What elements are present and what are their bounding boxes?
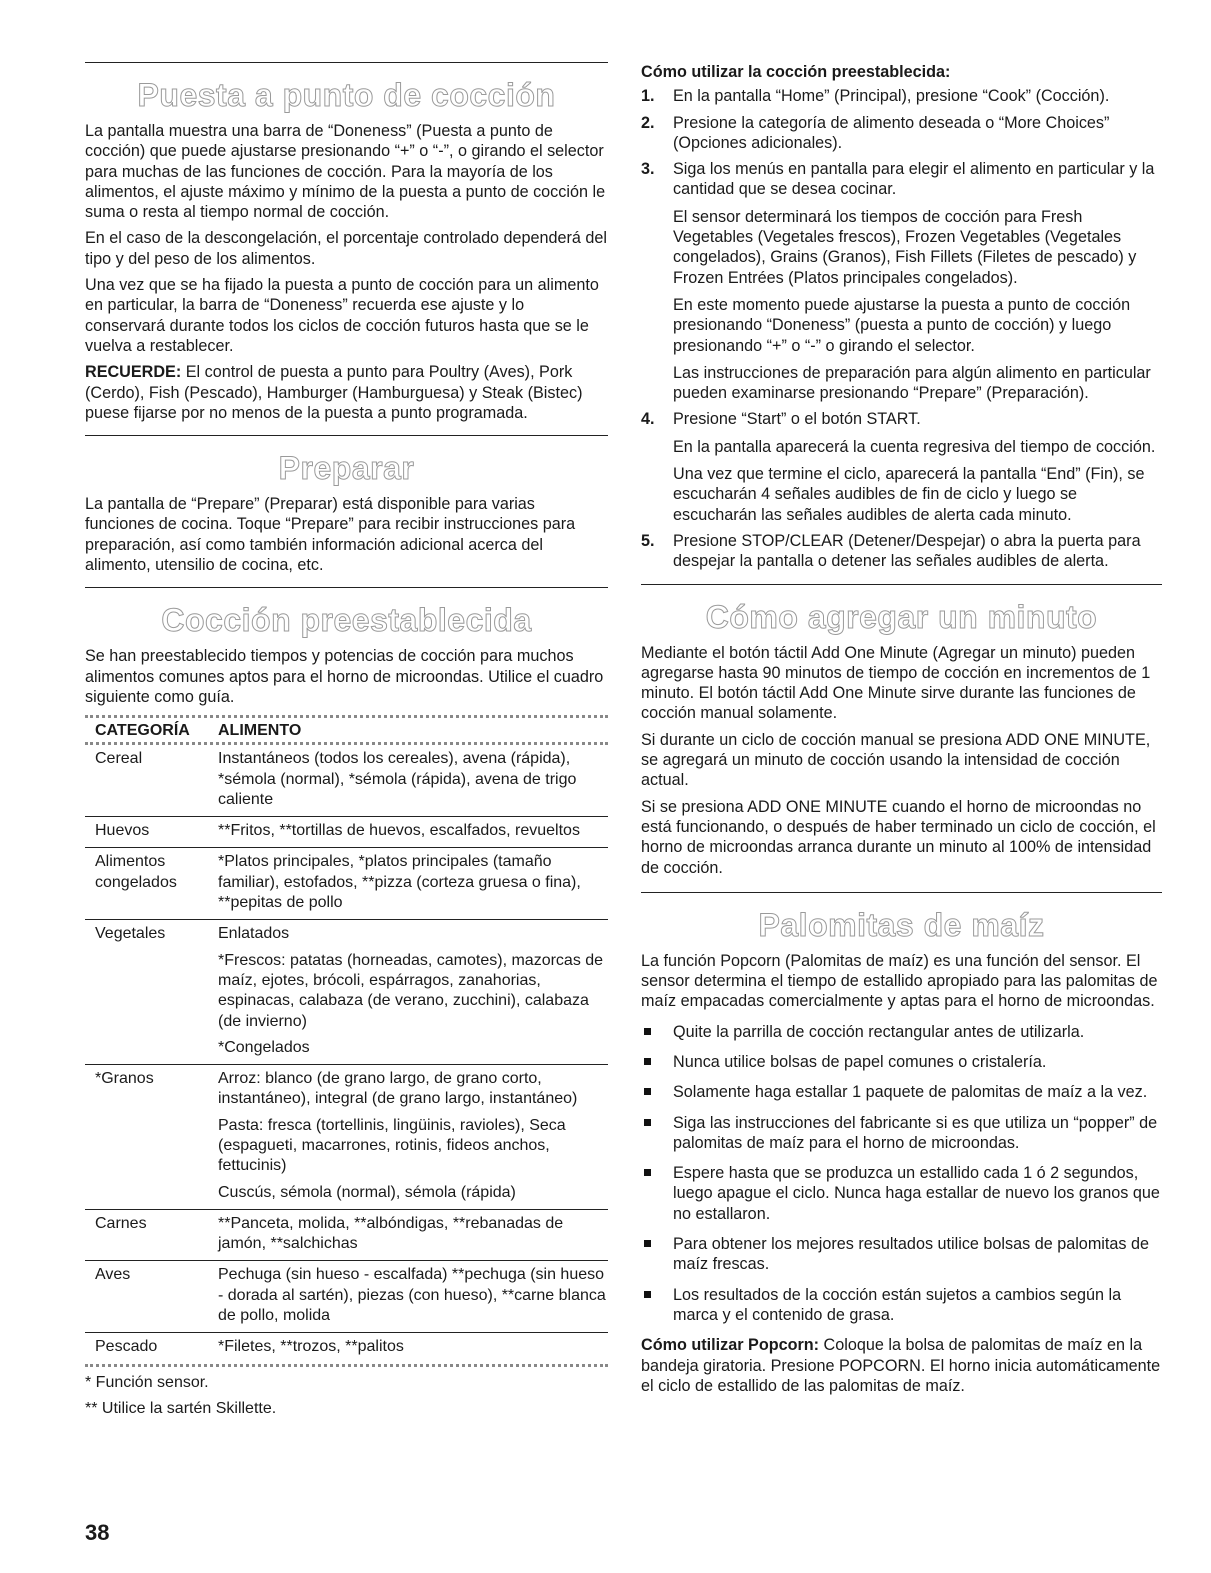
- popcorn-howto: [641, 1335, 1162, 1396]
- popcorn-bullet: [641, 1052, 1162, 1072]
- food-item: Enlatados: [218, 925, 290, 943]
- step-text: [673, 159, 1162, 403]
- section-divider: [641, 892, 1162, 893]
- doneness-paragraph-3: Una vez que se ha fijado la puesta a punto de cocción para un alimento en particular, la barra de “Doneness” recuerda ese ajuste y lo conservará durante todos los ciclos de cocción futuros hasta que se le vuelva a restablecer.: [85, 276, 599, 355]
- square-bullet-icon: [641, 1052, 673, 1072]
- section-divider: [85, 587, 608, 588]
- step-item: [641, 113, 1162, 154]
- category-cell: *Granos: [95, 1070, 154, 1088]
- doneness-paragraph-1: La pantalla muestra una barra de “Doneness” (Puesta a punto de cocción) que puede ajustarse presionando “+” o “-”, o girando el selector para muchas de las funciones de cocción. Para la mayoría de los alimentos, el ajuste máximo y mínimo de la puesta a punto de cocción le suma o resta al tiempo normal de cocción.: [85, 122, 606, 222]
- popcorn-paragraph: La función Popcorn (Palomitas de maíz) es una función del sensor. El sensor determina el tiempo de estallido apropiado para las palomitas de maíz empacadas comercialmente y aptas para el horno de microondas.: [641, 951, 1158, 1011]
- food-item: *Platos principales, *platos principales (tamaño familiar), estofados, **pizza (corteza gruesa o fina), **pepitas de pollo: [218, 853, 581, 912]
- category-cell: Cereal: [95, 750, 143, 768]
- add-minute-paragraph-2: Si durante un ciclo de cocción manual se presiona ADD ONE MINUTE, se agregará un minuto de cocción usando la intensidad de cocción actual.: [641, 730, 1151, 790]
- popcorn-bullet: [641, 1082, 1162, 1102]
- square-bullet-icon: [641, 1285, 673, 1326]
- food-cell: [218, 821, 608, 841]
- square-bullet-icon: [641, 1234, 673, 1275]
- food-item: **Panceta, molida, **albóndigas, **rebanadas de jamón, **salchichas: [218, 1214, 564, 1253]
- food-item: *Frescos: patatas (horneadas, camotes), mazorcas de maíz, ejotes, brócoli, espárragos, zanahorias, espinacas, calabaza (de verano, zucchini), calabaza (de invierno): [218, 951, 604, 1030]
- popcorn-bullet: [641, 1022, 1162, 1042]
- step-paragraph: Presione la categoría de alimento deseada o “More Choices” (Opciones adicionales).: [673, 113, 1110, 152]
- food-item: **Fritos, **tortillas de huevos, escalfados, revueltos: [218, 822, 580, 840]
- table-row: [85, 1210, 608, 1262]
- table-row: [85, 745, 608, 817]
- step-paragraph: En la pantalla aparecerá la cuenta regresiva del tiempo de cocción.: [673, 437, 1156, 456]
- bullet-text: Siga las instrucciones del fabricante si es que utiliza un “popper” de palomitas de maíz para el horno de microondas.: [673, 1113, 1158, 1152]
- doneness-reminder: [85, 362, 608, 423]
- step-item: [641, 86, 1162, 106]
- step-paragraph: Presione “Start” o el botón START.: [673, 410, 921, 429]
- reminder-label: RECUERDE:: [85, 363, 182, 382]
- table-body: [85, 745, 608, 1366]
- popcorn-howto-text: Coloque la bolsa de palomitas de maíz en la bandeja giratoria. Presione POPCORN. El horno inicia automáticamente el ciclo de estallido de las palomitas de maíz.: [641, 1336, 1161, 1395]
- food-item: Pechuga (sin hueso - escalfada) **pechuga (sin hueso - dorada al sartén), piezas (con hueso), **carne blanca de pollo, molida: [218, 1266, 606, 1325]
- step-number: 2.: [641, 113, 655, 132]
- header-food: ALIMENTO: [218, 722, 302, 740]
- food-cell: [218, 749, 608, 810]
- step-paragraph: Presione STOP/CLEAR (Detener/Despejar) o abra la puerta para despejar la pantalla o detener las señales audibles de alerta.: [673, 531, 1141, 571]
- food-cell: [218, 852, 608, 913]
- step-paragraph: Una vez que termine el ciclo, aparecerá la pantalla “End” (Fin), se escucharán 4 señales audibles de fin de ciclo y luego se escucharán las señales audibles de alerta cada minuto.: [673, 465, 1145, 524]
- add-minute-paragraph-3: Si se presiona ADD ONE MINUTE cuando el horno de microondas no está funcionando, o después de haber terminado un ciclo de cocción, el horno de microondas arranca durante un minuto al 100% de intensidad de cocción.: [641, 797, 1156, 877]
- step-number: 3.: [641, 160, 655, 179]
- footnote-skillet: ** Utilice la sartén Skillette.: [85, 1399, 277, 1417]
- food-item: Arroz: blanco (de grano largo, de grano corto, instantáneo), integral (de grano largo, instantáneo): [218, 1070, 578, 1108]
- step-number: 4.: [641, 410, 655, 429]
- step-text: [673, 86, 1162, 106]
- food-item: Cuscús, sémola (normal), sémola (rápida): [218, 1183, 516, 1201]
- bullet-text: Solamente haga estallar 1 paquete de palomitas de maíz a la vez.: [673, 1083, 1148, 1102]
- food-item: Instantáneos (todos los cereales), avena (rápida), *sémola (normal), *sémola (rápida), avena de trigo caliente: [218, 750, 577, 808]
- category-cell: Carnes: [95, 1214, 147, 1232]
- step-paragraph: Las instrucciones de preparación para algún alimento en particular pueden examinarse presionando “Prepare” (Preparación).: [673, 363, 1151, 403]
- section-divider: [85, 435, 608, 436]
- page-number: 38: [85, 1520, 110, 1545]
- category-cell: Vegetales: [95, 925, 166, 943]
- doneness-paragraph-2: En el caso de la descongelación, el porcentaje controlado dependerá del tipo y del peso de los alimentos.: [85, 229, 607, 268]
- section-title-prepare: Preparar: [278, 450, 415, 487]
- step-number: 1.: [641, 87, 655, 106]
- step-paragraph: En este momento puede ajustarse la puesta a punto de cocción presionando “Doneness” (puesta a punto de cocción) y luego presionando “+” o “-” o girando el selector.: [673, 295, 1131, 355]
- right-column: [641, 62, 1162, 1402]
- square-bullet-icon: [641, 1113, 673, 1154]
- left-column: [85, 62, 608, 1419]
- square-bullet-icon: [641, 1082, 673, 1102]
- section-title-add-minute: Cómo agregar un minuto: [705, 598, 1098, 635]
- reminder-text: El control de puesta a punto para Poultry (Aves), Pork (Cerdo), Fish (Pescado), Hamburger (Hamburguesa) y Steak (Bistec) puese fijarse por no menos de la puesta a punto programada.: [85, 363, 583, 422]
- bullet-text: Para obtener los mejores resultados utilice bolsas de palomitas de maíz frescas.: [673, 1235, 1149, 1274]
- step-text: [673, 113, 1162, 154]
- food-cell: [218, 1214, 608, 1255]
- table-header: [85, 715, 608, 745]
- popcorn-bullet: [641, 1285, 1162, 1326]
- category-cell: Alimentos congelados: [95, 853, 177, 891]
- food-cell: [218, 1069, 608, 1203]
- step-item: [641, 531, 1162, 572]
- food-item: *Congelados: [218, 1038, 310, 1056]
- food-cell: [218, 924, 608, 1058]
- section-divider: [641, 584, 1162, 585]
- category-cell: Aves: [95, 1266, 131, 1284]
- table-row: [85, 1261, 608, 1333]
- section-title-popcorn: Palomitas de maíz: [758, 906, 1045, 943]
- food-item: *Filetes, **trozos, **palitos: [218, 1338, 404, 1356]
- step-text: [673, 409, 1162, 524]
- popcorn-howto-label: Cómo utilizar Popcorn:: [641, 1336, 820, 1355]
- table-row: [85, 920, 608, 1065]
- preset-paragraph: Se han preestablecido tiempos y potencias de cocción para muchos alimentos comunes aptos para el horno de microondas. Utilice el cuadro siguiente como guía.: [85, 647, 604, 706]
- bullet-text: Espere hasta que se produzca un estallido cada 1 ó 2 segundos, luego apague el ciclo. Nunca haga estallar de nuevo los granos que no estallaron.: [673, 1164, 1160, 1223]
- section-title-preset-cooking: Cocción preestablecida: [161, 602, 532, 639]
- step-paragraph: El sensor determinará los tiempos de cocción para Fresh Vegetables (Vegetales frescos), Frozen Vegetables (Vegetales congelados), Grains (Granos), Fish Fillets (Filetes de pescado) y Frozen Entrées (Platos principales congelados).: [673, 207, 1137, 287]
- table-row: [85, 817, 608, 848]
- food-item: Pasta: fresca (tortellinis, lingüinis, ravioles), Seca (espagueti, macarrones, rotinis, fideos anchos, fettucinis): [218, 1116, 566, 1175]
- step-item: [641, 159, 1162, 403]
- table-row: [85, 1065, 608, 1210]
- step-paragraph: Siga los menús en pantalla para elegir el alimento en particular y la cantidad que se desea cocinar.: [673, 160, 1155, 199]
- table-row: [85, 848, 608, 920]
- add-minute-paragraph-1: Mediante el botón táctil Add One Minute (Agregar un minuto) pueden agregarse hasta 90 minutos de tiempo de cocción en incrementos de 1 minuto. El botón táctil Add One Minute sirve durante las funciones de cocción manual solamente.: [641, 643, 1151, 723]
- footnote-sensor: * Función sensor.: [85, 1373, 209, 1391]
- step-number: 5.: [641, 531, 655, 550]
- bullet-text: Nunca utilice bolsas de papel comunes o cristalería.: [673, 1052, 1047, 1071]
- bullet-text: Los resultados de la cocción están sujetos a cambios según la marca y el contenido de grasa.: [673, 1285, 1122, 1324]
- bullet-text: Quite la parrilla de cocción rectangular antes de utilizarla.: [673, 1022, 1085, 1041]
- table-row: [85, 1333, 608, 1366]
- prepare-paragraph: La pantalla de “Prepare” (Preparar) está disponible para varias funciones de cocina. Toque “Prepare” para recibir instrucciones para preparación, así como también información adicional acerca del alimento, utensilio de cocina, etc.: [85, 495, 576, 575]
- howto-heading: Cómo utilizar la cocción preestablecida:: [641, 63, 951, 81]
- category-cell: Huevos: [95, 822, 150, 840]
- popcorn-bullet: [641, 1113, 1162, 1154]
- popcorn-bullet: [641, 1163, 1162, 1224]
- square-bullet-icon: [641, 1163, 673, 1224]
- step-text: [673, 531, 1162, 572]
- step-item: [641, 409, 1162, 524]
- popcorn-bullets: [641, 1022, 1162, 1326]
- food-cell: [218, 1337, 608, 1357]
- section-divider: [85, 62, 608, 63]
- howto-steps: [641, 86, 1162, 571]
- preset-table: [85, 715, 608, 1366]
- food-cell: [218, 1265, 608, 1326]
- step-paragraph: En la pantalla “Home” (Principal), presione “Cook” (Cocción).: [673, 87, 1110, 106]
- popcorn-bullet: [641, 1234, 1162, 1275]
- category-cell: Pescado: [95, 1338, 158, 1356]
- header-category: CATEGORÍA: [95, 722, 190, 740]
- section-title-doneness: Puesta a punto de cocción: [137, 77, 556, 113]
- square-bullet-icon: [641, 1022, 673, 1042]
